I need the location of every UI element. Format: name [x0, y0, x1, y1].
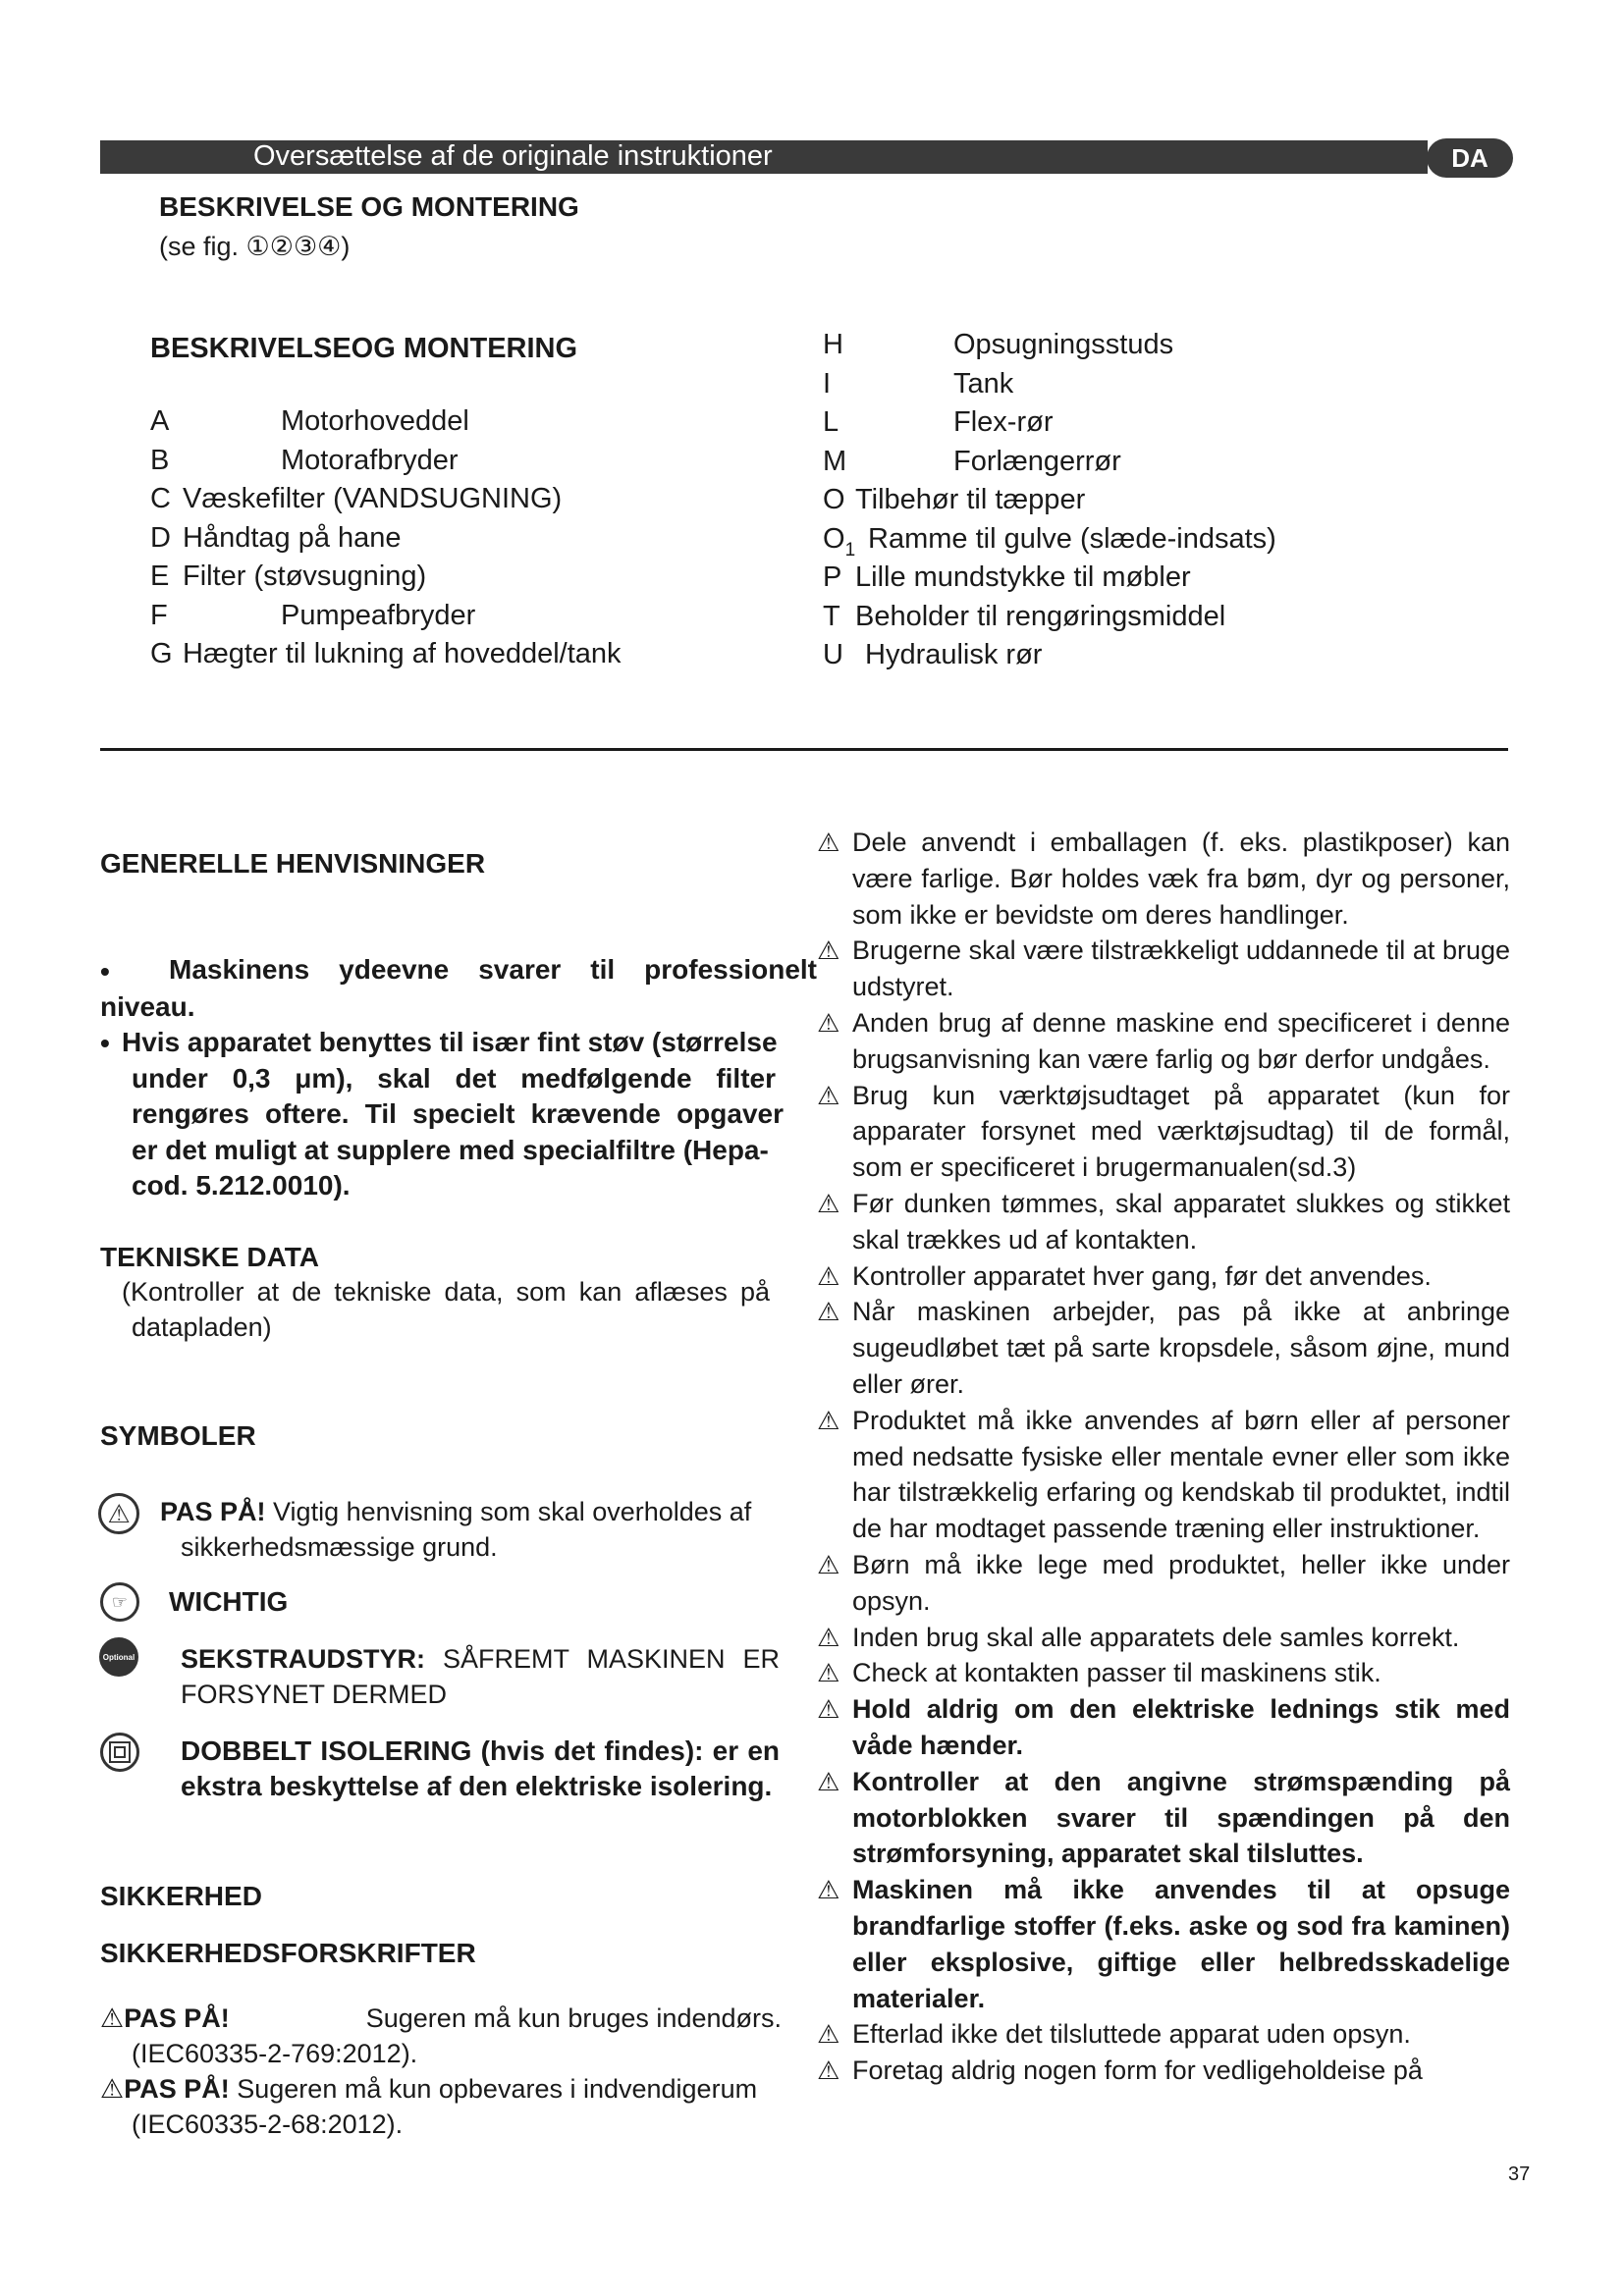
- part-label: Forlængerrør: [953, 445, 1121, 477]
- warning-triangle-icon: ⚠: [817, 1694, 840, 1725]
- page-number: 37: [1508, 2163, 1531, 2185]
- part-code: L: [823, 406, 839, 438]
- pointing-hand-icon: ☞: [100, 1582, 139, 1622]
- part-code: P: [823, 561, 842, 593]
- bullet-dot: •: [100, 956, 110, 987]
- part-code: A: [150, 405, 170, 437]
- warning-triangle-icon: ⚠: [817, 1297, 840, 1327]
- warning-triangle-icon: ⚠: [100, 2003, 125, 2033]
- part-code: O: [823, 484, 845, 515]
- part-label: Tilbehør til tæpper: [855, 484, 1086, 515]
- warning-triangle-icon: ⚠: [817, 1007, 840, 1038]
- warning-triangle-icon: ⚠: [817, 2019, 840, 2050]
- part-row: [823, 520, 1510, 560]
- safety-list-item: [817, 1764, 1510, 1872]
- safety-list-item: [817, 2053, 1510, 2089]
- safety-list-item-text: Børn må ikke lege med produktet, heller ikke under opsyn.: [852, 1549, 1510, 1616]
- safety-list-item: [817, 1078, 1510, 1186]
- safety-item-2-line-1: ⚠PAS PÅ! Sugeren må kun opbevares i indvendigerum: [100, 2074, 758, 2104]
- technical-heading: TEKNISKE DATA: [100, 1242, 319, 1272]
- part-row: [823, 481, 1510, 520]
- part-row: [823, 598, 1510, 637]
- safety-list-item-text: Brug kun værktøjsudtaget på apparatet (kun for apparater forsynet med værktøjsudtag) til de formål, som er specificeret i brugermanualen(sd.3): [852, 1080, 1510, 1183]
- part-row: [150, 480, 838, 519]
- part-label: Væskefilter (VANDSUGNING): [183, 483, 563, 514]
- warning-triangle-icon: ⚠: [817, 1766, 840, 1796]
- part-label: Tank: [953, 367, 1014, 400]
- parts-list-right: [823, 326, 1510, 675]
- part-label: Håndtag på hane: [183, 521, 402, 554]
- part-label: Pumpeafbryder: [281, 599, 476, 631]
- warning-triangle-icon: ⚠: [817, 1260, 840, 1291]
- safety-list: [817, 825, 1510, 2089]
- part-row: [150, 597, 838, 636]
- safety-list-item-text: Produktet må ikke anvendes af børn eller af personer med nedsatte fysiske eller mentale evner eller som ikke har tilstrækkelig erfaring og kendskab til produktet, indtil de har modtaget passende træning eller instruktioner.: [852, 1405, 1510, 1544]
- technical-line-2: datapladen): [132, 1312, 272, 1342]
- safety-list-item-text: Når maskinen arbejder, pas på ikke at anbringe sugeudløbet tæt på sarte kropsdele, såsom øjne, mund eller ører.: [852, 1297, 1510, 1399]
- general-bullet-2-line-2: under 0,3 μm), skal det medfølgende filter: [132, 1063, 776, 1094]
- symbol-wichtig-label: WICHTIG: [169, 1586, 289, 1617]
- safety-list-item: [817, 1691, 1510, 1764]
- part-code: E: [150, 561, 170, 592]
- header-title: Oversættelse af de originale instruktioner: [253, 140, 773, 172]
- technical-line-1: (Kontroller at de tekniske data, som kan aflæses på: [122, 1277, 770, 1307]
- safety-item-1-line-1: ⚠PAS PÅ! Sugeren må kun bruges indendørs.: [100, 2003, 782, 2033]
- part-code: B: [150, 444, 170, 476]
- part-row: [150, 519, 838, 559]
- symbol-optional-line-1: SEKSTRAUDSTYR: SÅFREMT MASKINEN ER: [181, 1644, 780, 1674]
- warning-triangle-icon: ⚠: [817, 1658, 840, 1688]
- double-insulation-icon: [100, 1733, 139, 1772]
- part-label: Flex-rør: [953, 406, 1054, 438]
- warning-triangle-icon: ⚠: [817, 828, 840, 857]
- safety-list-item: [817, 1294, 1510, 1402]
- symbols-heading: SYMBOLER: [100, 1420, 256, 1451]
- safety-list-item-text: Kontroller at den angivne strømspænding på motorblokken svarer til spændingen på den strømforsyning, apparatet skal tilsluttes.: [852, 1766, 1510, 1869]
- part-row: [823, 636, 1510, 675]
- part-row: [150, 442, 838, 481]
- general-bullet-2-line-3: rengøres oftere. Til specielt krævende opgaver: [132, 1098, 784, 1129]
- part-label: Hydraulisk rør: [865, 639, 1043, 670]
- safety-list-item-text: Check at kontakten passer til maskinens stik.: [852, 1658, 1381, 1688]
- safety-list-item-text: Kontroller apparatet hver gang, før det anvendes.: [852, 1260, 1432, 1291]
- part-code: M: [823, 445, 847, 477]
- warning-label: PAS PÅ!: [160, 1497, 266, 1526]
- symbol-warning-line-1: PAS PÅ! Vigtig henvisning som skal overholdes af: [160, 1497, 752, 1526]
- part-label: Motorhoveddel: [281, 405, 469, 437]
- safety-list-item-text: Før dunken tømmes, skal apparatet slukkes og stikket skal trækkes ud af kontakten.: [852, 1188, 1510, 1255]
- general-bullet-1-line-2: niveau.: [100, 991, 195, 1022]
- part-row: [823, 443, 1510, 482]
- safety-list-item-text: Maskinen må ikke anvendes til at opsuge brandfarlige stoffer (f.eks. aske og sod fra kaminen) eller eksplosive, giftige eller helbredsskadelige materialer.: [852, 1875, 1510, 2013]
- safety-list-item-text: Hold aldrig om den elektriske lednings stik med våde hænder.: [852, 1694, 1510, 1760]
- part-label: Beholder til rengøringsmiddel: [855, 600, 1226, 632]
- safety-list-item-text: Inden brug skal alle apparatets dele samles korrekt.: [852, 1622, 1460, 1652]
- part-row: [823, 326, 1510, 365]
- safety-list-item-text: Foretag aldrig nogen form for vedligeholdeise på: [852, 2056, 1423, 2086]
- safety-item-1-line-2: (IEC60335-2-769:2012).: [132, 2039, 418, 2068]
- warning-circle-icon: ⚠: [98, 1493, 139, 1534]
- part-row: [150, 635, 838, 674]
- general-heading: GENERELLE HENVISNINGER: [100, 848, 486, 879]
- safety-list-item: [817, 1186, 1510, 1258]
- warning-triangle-icon: ⚠: [817, 1622, 840, 1652]
- language-badge: DA: [1427, 138, 1513, 178]
- part-code: H: [823, 329, 843, 360]
- description-heading: BESKRIVELSE OG MONTERING: [159, 191, 579, 222]
- symbol-optional-line-2: FORSYNET DERMED: [181, 1680, 448, 1709]
- safety-list-item-text: Efterlad ikke det tilsluttede apparat uden opsyn.: [852, 2019, 1411, 2050]
- part-row: [150, 402, 838, 442]
- part-code: I: [823, 367, 832, 400]
- warning-triangle-icon: ⚠: [817, 1080, 840, 1110]
- warning-triangle-icon: ⚠: [817, 1188, 840, 1218]
- safety-list-item: [817, 1005, 1510, 1078]
- symbol-double-insulation-line-2: ekstra beskyttelse af den elektriske isolering.: [181, 1771, 773, 1801]
- part-row: [823, 365, 1510, 404]
- safety-heading: SIKKERHED: [100, 1881, 262, 1911]
- part-label: Filter (støvsugning): [183, 561, 427, 592]
- safety-list-item: [817, 1403, 1510, 1547]
- safety-subheading: SIKKERHEDSFORSKRIFTER: [100, 1938, 476, 1968]
- description-figure-reference: (se fig. ①②③④): [159, 232, 351, 261]
- general-bullet-2-line-1: Hvis apparatet benyttes til især fint støv (størrelse: [122, 1027, 778, 1057]
- part-row: [823, 403, 1510, 443]
- warning-triangle-icon: ⚠: [817, 1405, 840, 1435]
- safety-list-item-text: Brugerne skal være tilstrækkeligt uddannede til at bruge udstyret.: [852, 935, 1510, 1002]
- safety-list-item: [817, 2016, 1510, 2053]
- symbol-double-insulation-line-1: DOBBELT ISOLERING (hvis det findes): er en: [181, 1735, 780, 1766]
- warning-triangle-icon: ⚠: [817, 1549, 840, 1579]
- warning-triangle-icon: ⚠: [100, 2074, 125, 2104]
- warning-triangle-icon: ⚠: [817, 2056, 840, 2086]
- part-label: Hægter til lukning af hoveddel/tank: [183, 638, 622, 669]
- safety-list-item: [817, 1258, 1510, 1295]
- part-code: T: [823, 600, 840, 632]
- part-code: G: [150, 638, 173, 669]
- general-bullet-2-line-5: cod. 5.212.0010).: [132, 1170, 351, 1201]
- safety-list-item: [817, 933, 1510, 1005]
- safety-item-2-line-2: (IEC60335-2-68:2012).: [132, 2109, 404, 2139]
- part-code: F: [150, 599, 168, 631]
- general-bullet-2-line-4: er det muligt at supplere med specialfiltre (Hepa-: [132, 1135, 769, 1165]
- section-divider: [100, 748, 1508, 751]
- parts-heading: BESKRIVELSEOG MONTERING: [150, 333, 578, 364]
- part-row: [150, 558, 838, 597]
- safety-list-item-text: Dele anvendt i emballagen (f. eks. plastikposer) kan være farlige. Bør holdes væk fra bøm, dyr og personer, som ikke er bevidste om deres handlinger.: [852, 828, 1510, 930]
- part-label: Ramme til gulve (slæde-indsats): [868, 522, 1276, 555]
- warning-triangle-icon: ⚠: [817, 1875, 840, 1905]
- optional-icon: Optional: [99, 1637, 138, 1677]
- part-code: $O_1$: [823, 522, 856, 561]
- safety-list-item: [817, 825, 1510, 933]
- symbol-warning-line-2: sikkerhedsmæssige grund.: [181, 1532, 498, 1562]
- bullet-dot: •: [100, 1028, 110, 1058]
- warning-triangle-icon: ⚠: [817, 935, 840, 966]
- safety-list-item: [817, 1872, 1510, 2016]
- safety-list-item: [817, 1655, 1510, 1691]
- part-label: Opsugningsstuds: [953, 329, 1174, 360]
- part-code: D: [150, 521, 171, 554]
- safety-list-item: [817, 1620, 1510, 1656]
- part-code-subscript: 1: [844, 539, 856, 561]
- part-label: Lille mundstykke til møbler: [855, 561, 1191, 593]
- part-label: Motorafbryder: [281, 444, 459, 476]
- safety-list-item-text: Anden brug af denne maskine end specificeret i denne brugsanvisning kan være farlig og bør derfor undgåes.: [852, 1007, 1510, 1074]
- general-bullet-1-line-1: Maskinens ydeevne svarer til professionelt: [169, 954, 817, 985]
- part-code: C: [150, 483, 171, 514]
- parts-list-left: [150, 402, 838, 674]
- part-row: [823, 559, 1510, 598]
- part-code: U: [823, 639, 843, 670]
- safety-list-item: [817, 1547, 1510, 1620]
